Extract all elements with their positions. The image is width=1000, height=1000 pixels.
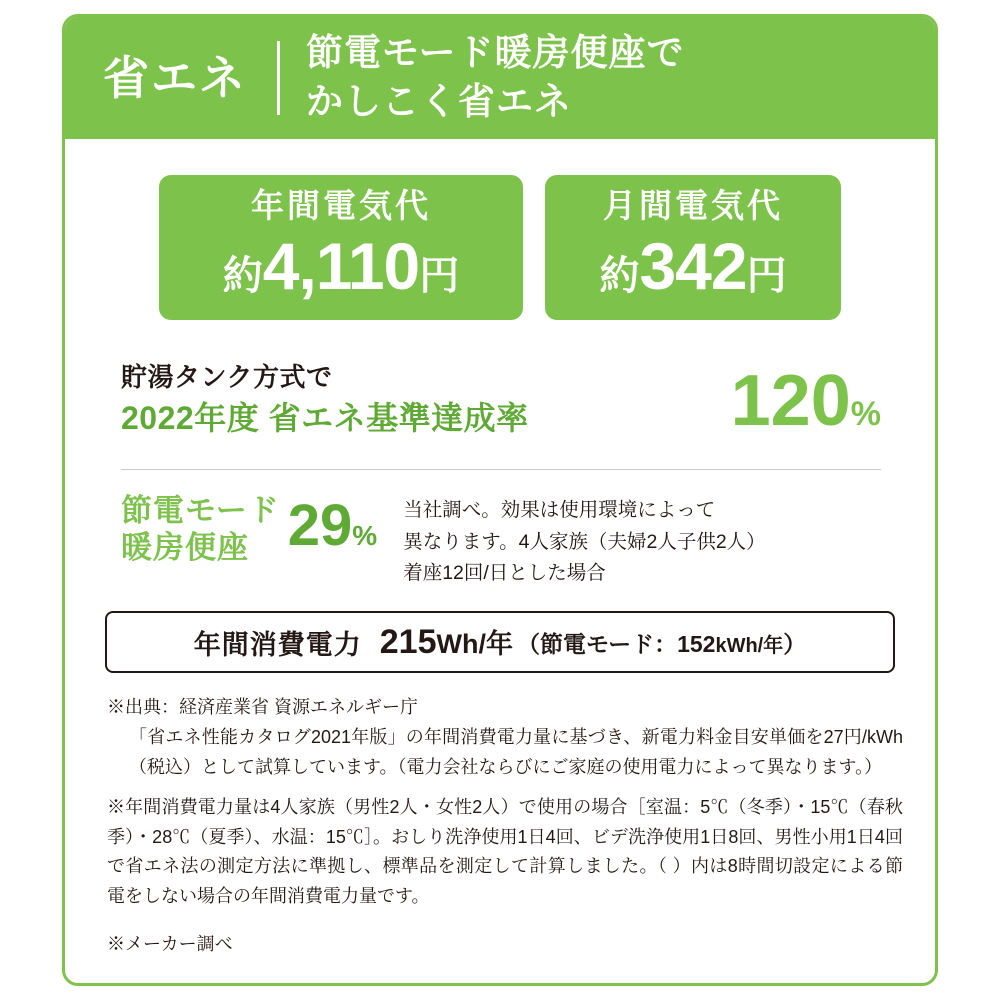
power-paren-close: ） <box>783 630 807 657</box>
power-consumption-box <box>105 611 895 673</box>
achievement-number: 120 <box>730 361 851 442</box>
power-number: 215 <box>379 623 437 661</box>
card-header <box>65 17 935 139</box>
achievement-percent: % <box>850 395 881 434</box>
mode-label-line2: 暖房便座 <box>121 529 249 565</box>
footnote-1-body: 「省エネ性能カタログ2021年版」の年間消費電力量に基づき、新電力料金目安単価を27円/kWh（税込）として試算しています。（電力会社ならびにご家庭の使用電力によって異なります。） <box>129 726 903 777</box>
power-paren-text: （節電モード：152 <box>516 630 716 657</box>
annual-cost-box <box>159 175 523 320</box>
monthly-cost-box <box>545 175 841 320</box>
power-unit: Wh/年 <box>436 629 513 659</box>
footnote-2: ※年間消費電力量は4人家族（男性2人・女性2人）で使用の場合［室温：5℃（冬季）・15℃（春秋季）・28℃（夏季）、水温：15℃］。おしり洗浄使用1日4回、ビデ洗浄使用1日8回、男性小用1日4回で省エネ法の測定方法に準拠し、標準品を測定して計算しました。（ ）内は8時間切設定による節電をしない場合の年間消費電力量です。 <box>107 796 903 907</box>
power-label: 年間消費電力 <box>193 629 362 660</box>
header-title-line2: かしこく省エネ <box>306 81 572 122</box>
header-title <box>306 29 685 127</box>
header-title-line1: 節電モード暖房便座で <box>306 32 685 74</box>
mode-label <box>121 489 280 566</box>
achievement-subtitle: 貯湯タンク方式で <box>121 362 333 392</box>
mode-percent: % <box>352 520 378 551</box>
mode-number: 29 <box>287 493 353 558</box>
annual-cost-value <box>159 228 523 306</box>
mode-note-line3: 着座12回/日とした場合 <box>403 562 606 585</box>
annual-cost-prefix: 約 <box>222 254 263 299</box>
monthly-cost-number: 342 <box>639 229 747 304</box>
header-divider <box>277 41 280 115</box>
monthly-cost-prefix: 約 <box>599 254 640 299</box>
cost-row <box>65 175 935 320</box>
mode-row <box>121 489 911 590</box>
mode-note-line1: 当社調べ。効果は使用環境によって <box>403 499 716 521</box>
mode-label-line1: 節電モード <box>121 493 280 528</box>
footnote-1-head: ※出典：経済産業省 資源エネルギー庁 <box>107 697 418 717</box>
achievement-text <box>121 361 529 439</box>
annual-cost-number: 4,110 <box>262 229 420 304</box>
achievement-value <box>730 361 881 442</box>
header-badge: 省エネ <box>103 52 247 104</box>
divider-line <box>121 469 881 470</box>
monthly-cost-value <box>545 228 841 306</box>
power-value <box>380 622 513 662</box>
power-paren <box>517 626 806 659</box>
mode-value <box>287 489 378 558</box>
footnote-3: ※メーカー調べ <box>107 934 233 955</box>
monthly-cost-unit: 円 <box>746 254 787 299</box>
achievement-title: 2022年度 省エネ基準達成率 <box>121 400 529 437</box>
mode-note-line2: 異なります。4人家族（夫婦2人子供2人） <box>403 530 766 553</box>
info-card <box>62 14 938 986</box>
monthly-cost-label: 月間電気代 <box>603 187 783 224</box>
annual-cost-unit: 円 <box>419 254 460 299</box>
mode-note <box>403 489 765 590</box>
footnotes <box>107 693 903 974</box>
footnote-1 <box>107 693 903 783</box>
achievement-row <box>121 361 881 442</box>
annual-cost-label: 年間電気代 <box>251 187 431 224</box>
power-paren-unit: kWh/年 <box>715 634 784 657</box>
